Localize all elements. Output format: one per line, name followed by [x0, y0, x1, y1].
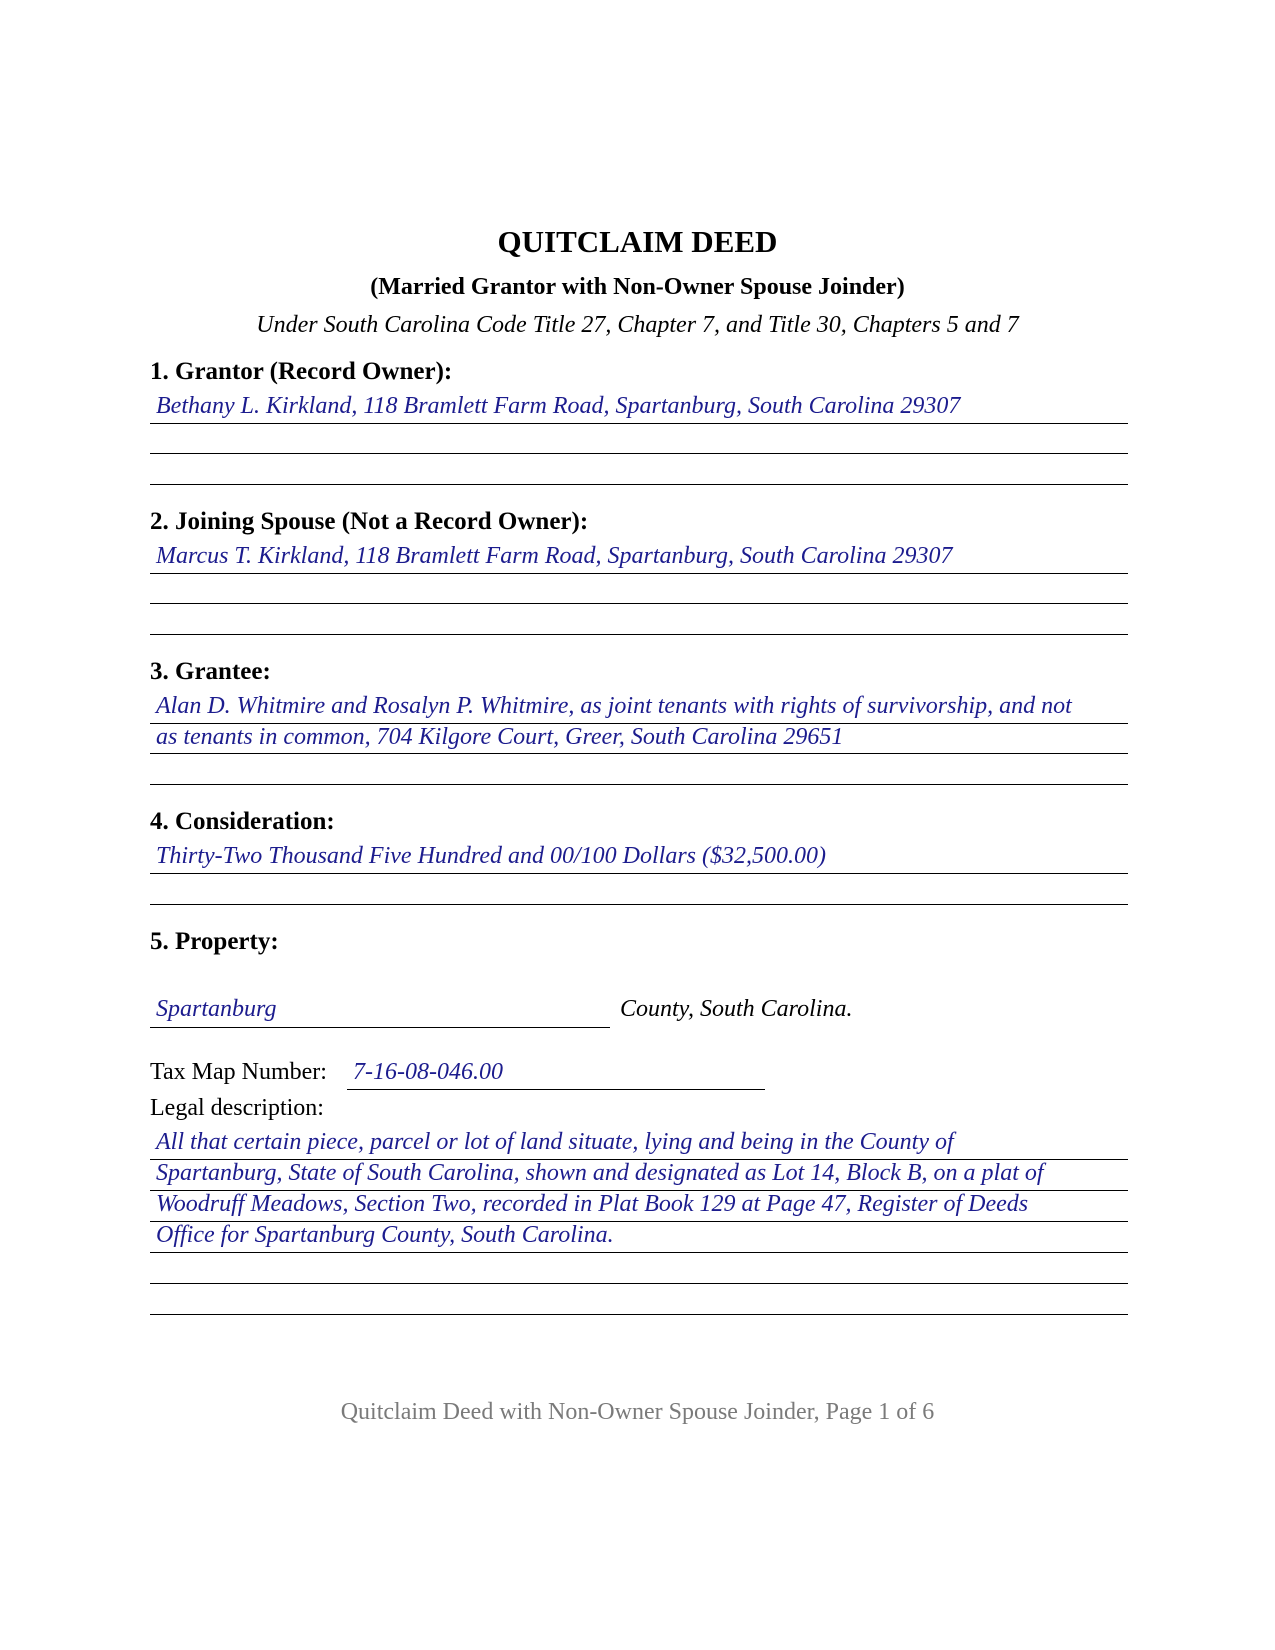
- grantee-line-3: [150, 784, 1128, 785]
- grantee-heading: 3. Grantee:: [150, 658, 271, 685]
- spouse-line-1: [150, 573, 1128, 574]
- statute-reference: Under South Carolina Code Title 27, Chapter 7, and Title 30, Chapters 5 and 7: [256, 312, 1019, 338]
- grantor-line-2: [150, 453, 1128, 454]
- county-suffix: County, South Carolina.: [620, 996, 853, 1022]
- grantee-line-2: [150, 753, 1128, 754]
- property-heading: 5. Property:: [150, 928, 279, 955]
- county-field[interactable]: Spartanburg: [156, 996, 277, 1022]
- legal-description-line-3-text[interactable]: Woodruff Meadows, Section Two, recorded in Plat Book 129 at Page 47, Register of Deeds: [156, 1191, 1029, 1217]
- grantor-line-1: [150, 423, 1128, 424]
- spouse-field[interactable]: Marcus T. Kirkland, 118 Bramlett Farm Road, Spartanburg, South Carolina 29307: [156, 543, 953, 569]
- legal-line-5: [150, 1283, 1128, 1284]
- tax-map-field[interactable]: 7-16-08-046.00: [353, 1059, 503, 1085]
- county-line: [150, 1027, 610, 1028]
- page-footer: Quitclaim Deed with Non-Owner Spouse Joinder, Page 1 of 6: [340, 1399, 935, 1425]
- legal-line-6: [150, 1314, 1128, 1315]
- legal-description-label: Legal description:: [150, 1095, 324, 1121]
- grantee-field-line-2[interactable]: as tenants in common, 704 Kilgore Court, Greer, South Carolina 29651: [156, 724, 844, 750]
- grantor-heading: 1. Grantor (Record Owner):: [150, 358, 453, 385]
- spouse-line-3: [150, 634, 1128, 635]
- grantor-field[interactable]: Bethany L. Kirkland, 118 Bramlett Farm Road, Spartanburg, South Carolina 29307: [156, 393, 961, 419]
- tax-map-label: Tax Map Number:: [150, 1059, 327, 1085]
- consideration-line-2: [150, 904, 1128, 905]
- legal-description-line-1-text[interactable]: All that certain piece, parcel or lot of land situate, lying and being in the County of: [156, 1129, 954, 1155]
- spouse-heading: 2. Joining Spouse (Not a Record Owner):: [150, 508, 589, 535]
- grantor-line-3: [150, 484, 1128, 485]
- legal-description-line-4-text[interactable]: Office for Spartanburg County, South Carolina.: [156, 1222, 614, 1248]
- tax-map-line: [347, 1089, 765, 1090]
- consideration-field[interactable]: Thirty-Two Thousand Five Hundred and 00/100 Dollars ($32,500.00): [156, 843, 826, 869]
- consideration-line-1: [150, 873, 1128, 874]
- legal-line-4: [150, 1252, 1128, 1253]
- document-subtitle: (Married Grantor with Non-Owner Spouse Joinder): [370, 274, 905, 300]
- consideration-heading: 4. Consideration:: [150, 808, 335, 835]
- legal-description-line-2-text[interactable]: Spartanburg, State of South Carolina, shown and designated as Lot 14, Block B, on a plat of: [156, 1160, 1044, 1186]
- document-title: QUITCLAIM DEED: [497, 224, 778, 259]
- grantee-field-line-1[interactable]: Alan D. Whitmire and Rosalyn P. Whitmire, as joint tenants with rights of survivorship, and not: [156, 693, 1072, 719]
- spouse-line-2: [150, 603, 1128, 604]
